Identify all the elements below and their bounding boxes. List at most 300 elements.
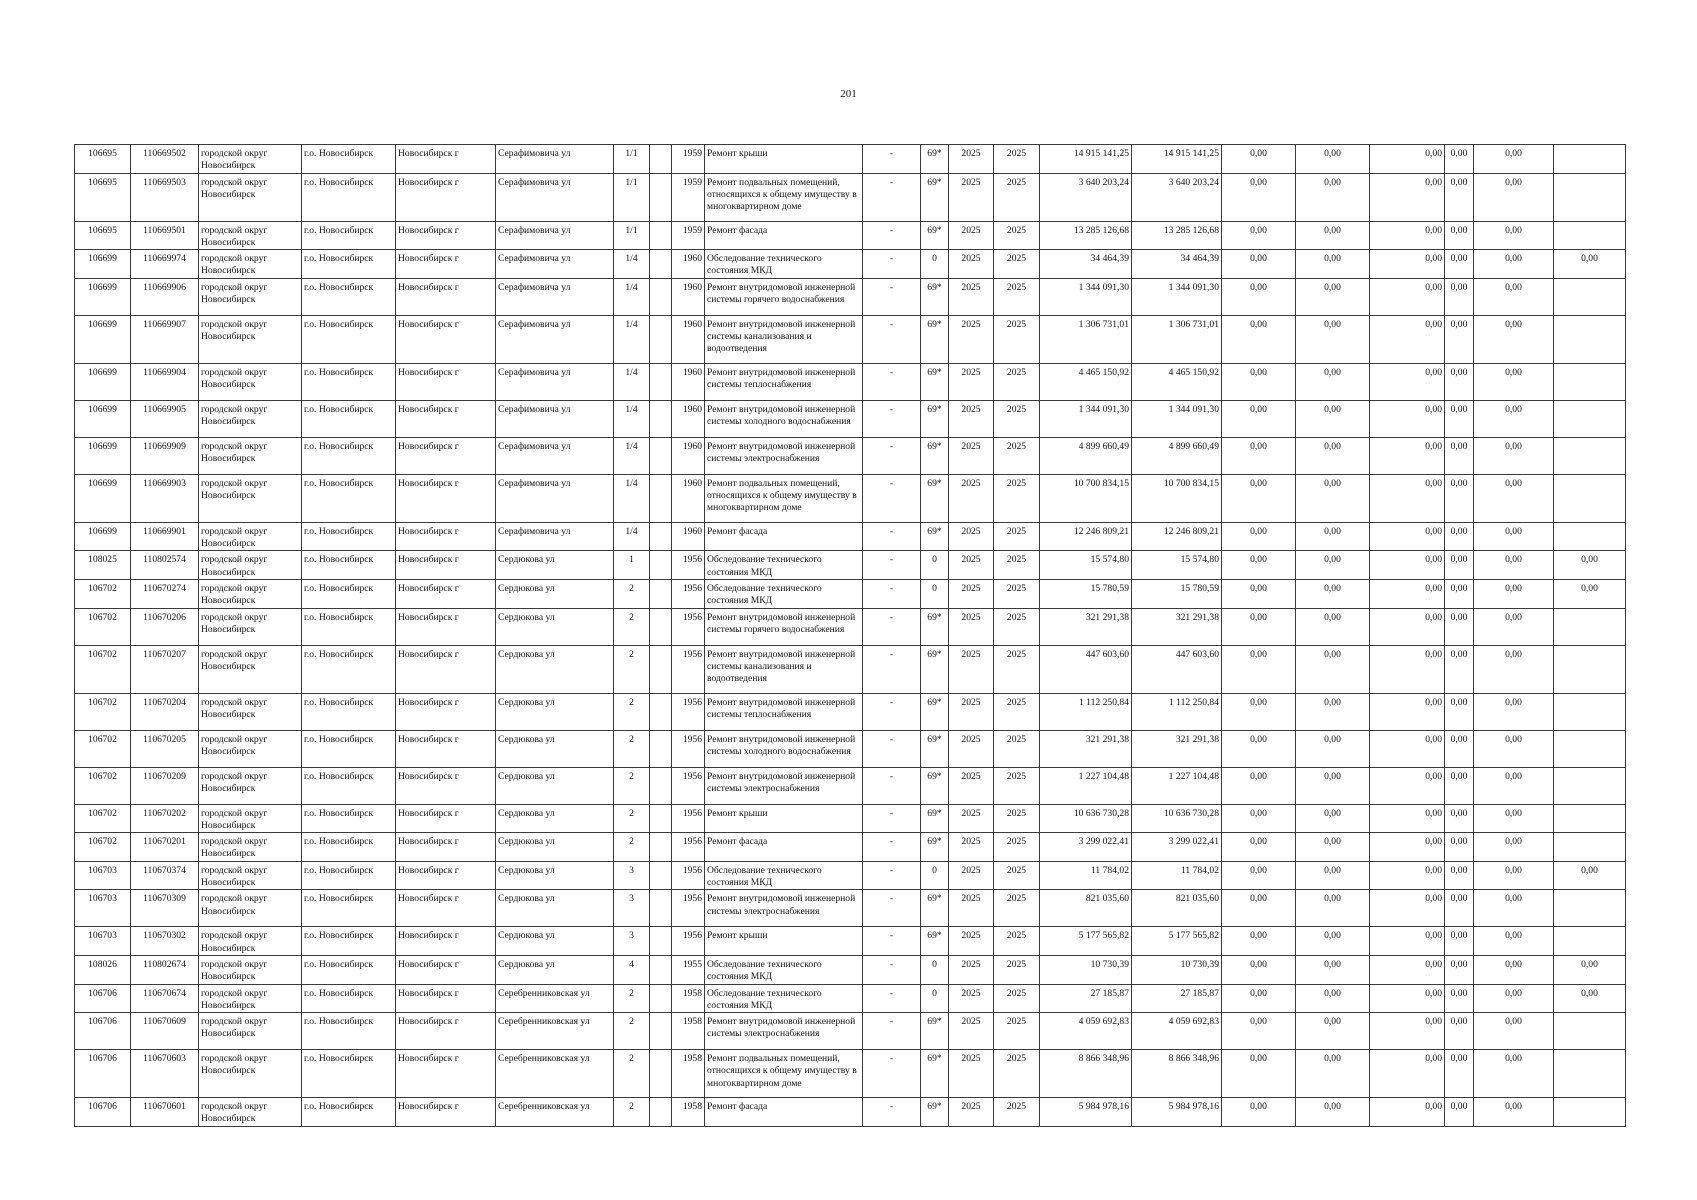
cell-municipality: городской округ Новосибирск xyxy=(199,955,302,984)
cell-cost-other: 0,00 xyxy=(1474,927,1554,956)
table-row xyxy=(75,861,1626,890)
cell-wear: 0 xyxy=(921,984,949,1013)
cell-house-id: 106695 xyxy=(75,145,131,174)
cell-locality: Новосибирск г xyxy=(396,437,496,474)
cell-building xyxy=(650,579,672,608)
cell-end-year: 2025 xyxy=(994,400,1040,437)
cell-work-type: Ремонт фасада xyxy=(705,221,863,250)
cell-total-cost: 1 344 091,30 xyxy=(1040,278,1132,315)
cell-plan-year: 2025 xyxy=(949,145,994,174)
cell-locality: Новосибирск г xyxy=(396,551,496,580)
cell-house-number: 2 xyxy=(614,608,650,645)
cell-building xyxy=(650,833,672,862)
cell-house-number: 1/1 xyxy=(614,221,650,250)
cell-locality: Новосибирск г xyxy=(396,767,496,804)
cell-cost-federal: 0,00 xyxy=(1222,522,1296,551)
cell-house-id: 106706 xyxy=(75,1050,131,1098)
cell-cost-federal: 0,00 xyxy=(1222,551,1296,580)
cell-cost-owners: 0,00 xyxy=(1445,693,1474,730)
cell-cost-local: 0,00 xyxy=(1370,400,1445,437)
cell-cell-dash: - xyxy=(863,1013,921,1050)
cell-cost-owners: 0,00 xyxy=(1445,437,1474,474)
cell-cost-owners: 0,00 xyxy=(1445,474,1474,522)
cell-cost-fund: 10 636 730,28 xyxy=(1132,804,1222,833)
cell-cost-extra xyxy=(1554,767,1626,804)
cell-end-year: 2025 xyxy=(994,221,1040,250)
cell-wear: 69* xyxy=(921,400,949,437)
cell-cost-extra xyxy=(1554,608,1626,645)
cell-work-id: 110670209 xyxy=(131,767,199,804)
cell-municipality: городской округ Новосибирск xyxy=(199,1050,302,1098)
cell-build-year: 1956 xyxy=(672,861,705,890)
cell-district: г.о. Новосибирск xyxy=(302,400,396,437)
table-row xyxy=(75,693,1626,730)
cell-work-type: Ремонт крыши xyxy=(705,145,863,174)
cell-locality: Новосибирск г xyxy=(396,984,496,1013)
cell-building xyxy=(650,437,672,474)
cell-cost-owners: 0,00 xyxy=(1445,551,1474,580)
cell-cost-extra xyxy=(1554,437,1626,474)
cell-cost-other: 0,00 xyxy=(1474,1013,1554,1050)
table-row xyxy=(75,767,1626,804)
cell-cost-local: 0,00 xyxy=(1370,1013,1445,1050)
cell-locality: Новосибирск г xyxy=(396,645,496,693)
cell-work-id: 110670206 xyxy=(131,608,199,645)
cell-work-id: 110670309 xyxy=(131,890,199,927)
page-number: 201 xyxy=(840,88,857,100)
cell-cost-other: 0,00 xyxy=(1474,579,1554,608)
cell-cost-other: 0,00 xyxy=(1474,278,1554,315)
cell-work-type: Ремонт фасада xyxy=(705,833,863,862)
cell-plan-year: 2025 xyxy=(949,363,994,400)
cell-cost-other: 0,00 xyxy=(1474,804,1554,833)
cell-cost-owners: 0,00 xyxy=(1445,608,1474,645)
cell-cost-owners: 0,00 xyxy=(1445,145,1474,174)
cell-cost-regional: 0,00 xyxy=(1296,173,1370,221)
cell-cost-regional: 0,00 xyxy=(1296,1050,1370,1098)
cell-cost-federal: 0,00 xyxy=(1222,221,1296,250)
table-row xyxy=(75,833,1626,862)
cell-district: г.о. Новосибирск xyxy=(302,833,396,862)
cell-end-year: 2025 xyxy=(994,315,1040,363)
cell-building xyxy=(650,730,672,767)
cell-cost-owners: 0,00 xyxy=(1445,730,1474,767)
cell-plan-year: 2025 xyxy=(949,693,994,730)
cell-cost-regional: 0,00 xyxy=(1296,221,1370,250)
cell-cost-local: 0,00 xyxy=(1370,474,1445,522)
cell-build-year: 1960 xyxy=(672,250,705,279)
cell-cell-dash: - xyxy=(863,1050,921,1098)
cell-house-number: 2 xyxy=(614,767,650,804)
cell-cost-federal: 0,00 xyxy=(1222,145,1296,174)
cell-wear: 69* xyxy=(921,730,949,767)
cell-cost-local: 0,00 xyxy=(1370,1050,1445,1098)
cell-wear: 0 xyxy=(921,551,949,580)
cell-house-id: 106699 xyxy=(75,278,131,315)
cell-cost-other: 0,00 xyxy=(1474,861,1554,890)
cell-building xyxy=(650,767,672,804)
cell-building xyxy=(650,645,672,693)
cell-cost-fund: 321 291,38 xyxy=(1132,608,1222,645)
cell-district: г.о. Новосибирск xyxy=(302,645,396,693)
cell-cost-fund: 4 899 660,49 xyxy=(1132,437,1222,474)
cell-cost-extra: 0,00 xyxy=(1554,955,1626,984)
cell-work-type: Обследование технического состояния МКД xyxy=(705,984,863,1013)
cell-build-year: 1956 xyxy=(672,927,705,956)
cell-building xyxy=(650,474,672,522)
cell-cost-fund: 5 984 978,16 xyxy=(1132,1098,1222,1127)
cell-cost-extra xyxy=(1554,221,1626,250)
cell-work-type: Ремонт подвальных помещений, относящихся к общему имуществу в многоквартирном доме xyxy=(705,173,863,221)
cell-district: г.о. Новосибирск xyxy=(302,250,396,279)
cell-plan-year: 2025 xyxy=(949,1098,994,1127)
cell-build-year: 1960 xyxy=(672,363,705,400)
cell-locality: Новосибирск г xyxy=(396,608,496,645)
cell-house-number: 2 xyxy=(614,1050,650,1098)
cell-cost-other: 0,00 xyxy=(1474,767,1554,804)
table-body xyxy=(75,145,1626,1127)
cell-total-cost: 13 285 126,68 xyxy=(1040,221,1132,250)
cell-plan-year: 2025 xyxy=(949,833,994,862)
cell-build-year: 1959 xyxy=(672,173,705,221)
cell-work-id: 110669909 xyxy=(131,437,199,474)
cell-cost-extra xyxy=(1554,400,1626,437)
cell-wear: 69* xyxy=(921,1050,949,1098)
cell-work-type: Ремонт внутридомовой инженерной системы канализования и водоотведения xyxy=(705,645,863,693)
cell-street: Сердюкова ул xyxy=(496,804,614,833)
cell-house-id: 106699 xyxy=(75,474,131,522)
cell-locality: Новосибирск г xyxy=(396,1013,496,1050)
cell-work-type: Ремонт подвальных помещений, относящихся к общему имуществу в многоквартирном доме xyxy=(705,1050,863,1098)
cell-cost-fund: 4 465 150,92 xyxy=(1132,363,1222,400)
cell-district: г.о. Новосибирск xyxy=(302,984,396,1013)
cell-house-id: 106703 xyxy=(75,890,131,927)
cell-cost-regional: 0,00 xyxy=(1296,955,1370,984)
cell-building xyxy=(650,400,672,437)
cell-plan-year: 2025 xyxy=(949,315,994,363)
table-row xyxy=(75,1013,1626,1050)
cell-municipality: городской округ Новосибирск xyxy=(199,927,302,956)
cell-building xyxy=(650,250,672,279)
cell-end-year: 2025 xyxy=(994,579,1040,608)
cell-cost-extra xyxy=(1554,522,1626,551)
cell-cost-local: 0,00 xyxy=(1370,730,1445,767)
cell-wear: 69* xyxy=(921,645,949,693)
cell-street: Серафимовича ул xyxy=(496,315,614,363)
cell-locality: Новосибирск г xyxy=(396,861,496,890)
cell-cost-extra xyxy=(1554,645,1626,693)
cell-cost-federal: 0,00 xyxy=(1222,927,1296,956)
cell-cost-other: 0,00 xyxy=(1474,890,1554,927)
cell-plan-year: 2025 xyxy=(949,927,994,956)
cell-cost-fund: 14 915 141,25 xyxy=(1132,145,1222,174)
cell-end-year: 2025 xyxy=(994,693,1040,730)
cell-cost-fund: 5 177 565,82 xyxy=(1132,927,1222,956)
cell-end-year: 2025 xyxy=(994,551,1040,580)
cell-wear: 0 xyxy=(921,579,949,608)
cell-municipality: городской округ Новосибирск xyxy=(199,145,302,174)
cell-plan-year: 2025 xyxy=(949,579,994,608)
cell-building xyxy=(650,890,672,927)
cell-street: Серафимовича ул xyxy=(496,221,614,250)
cell-house-id: 106695 xyxy=(75,173,131,221)
cell-cost-fund: 34 464,39 xyxy=(1132,250,1222,279)
cell-cost-extra: 0,00 xyxy=(1554,551,1626,580)
cell-end-year: 2025 xyxy=(994,250,1040,279)
cell-district: г.о. Новосибирск xyxy=(302,278,396,315)
cell-work-id: 110669906 xyxy=(131,278,199,315)
cell-municipality: городской округ Новосибирск xyxy=(199,767,302,804)
cell-house-id: 106699 xyxy=(75,315,131,363)
cell-street: Серебренниковская ул xyxy=(496,1098,614,1127)
cell-cost-fund: 4 059 692,83 xyxy=(1132,1013,1222,1050)
cell-street: Сердюкова ул xyxy=(496,608,614,645)
cell-build-year: 1960 xyxy=(672,522,705,551)
cell-district: г.о. Новосибирск xyxy=(302,927,396,956)
cell-locality: Новосибирск г xyxy=(396,730,496,767)
cell-work-type: Обследование технического состояния МКД xyxy=(705,250,863,279)
cell-cost-other: 0,00 xyxy=(1474,833,1554,862)
cell-end-year: 2025 xyxy=(994,767,1040,804)
cell-cost-regional: 0,00 xyxy=(1296,250,1370,279)
cell-district: г.о. Новосибирск xyxy=(302,173,396,221)
cell-cost-owners: 0,00 xyxy=(1445,579,1474,608)
cell-cost-federal: 0,00 xyxy=(1222,984,1296,1013)
cell-cost-regional: 0,00 xyxy=(1296,730,1370,767)
cell-work-id: 110670204 xyxy=(131,693,199,730)
cell-cost-regional: 0,00 xyxy=(1296,145,1370,174)
cell-building xyxy=(650,984,672,1013)
cell-cost-owners: 0,00 xyxy=(1445,645,1474,693)
cell-total-cost: 1 306 731,01 xyxy=(1040,315,1132,363)
cell-end-year: 2025 xyxy=(994,1098,1040,1127)
cell-house-id: 106702 xyxy=(75,730,131,767)
cell-cost-owners: 0,00 xyxy=(1445,221,1474,250)
cell-build-year: 1960 xyxy=(672,315,705,363)
cell-total-cost: 10 636 730,28 xyxy=(1040,804,1132,833)
cell-house-number: 1/4 xyxy=(614,363,650,400)
cell-cost-owners: 0,00 xyxy=(1445,278,1474,315)
cell-cost-regional: 0,00 xyxy=(1296,804,1370,833)
cell-municipality: городской округ Новосибирск xyxy=(199,522,302,551)
cell-plan-year: 2025 xyxy=(949,984,994,1013)
cell-house-number: 1/1 xyxy=(614,145,650,174)
cell-work-id: 110670603 xyxy=(131,1050,199,1098)
cell-house-number: 4 xyxy=(614,955,650,984)
cell-build-year: 1958 xyxy=(672,1098,705,1127)
cell-district: г.о. Новосибирск xyxy=(302,579,396,608)
cell-house-number: 1/4 xyxy=(614,522,650,551)
cell-cost-extra xyxy=(1554,173,1626,221)
cell-cell-dash: - xyxy=(863,522,921,551)
cell-cost-fund: 821 035,60 xyxy=(1132,890,1222,927)
cell-cost-owners: 0,00 xyxy=(1445,833,1474,862)
cell-street: Сердюкова ул xyxy=(496,927,614,956)
cell-work-type: Ремонт внутридомовой инженерной системы горячего водоснабжения xyxy=(705,278,863,315)
cell-locality: Новосибирск г xyxy=(396,363,496,400)
cell-total-cost: 4 465 150,92 xyxy=(1040,363,1132,400)
cell-house-number: 2 xyxy=(614,693,650,730)
cell-building xyxy=(650,551,672,580)
cell-cost-federal: 0,00 xyxy=(1222,315,1296,363)
capital-repair-table xyxy=(74,144,1626,1127)
cell-total-cost: 4 899 660,49 xyxy=(1040,437,1132,474)
cell-plan-year: 2025 xyxy=(949,221,994,250)
cell-wear: 69* xyxy=(921,1013,949,1050)
cell-cost-regional: 0,00 xyxy=(1296,890,1370,927)
cell-cost-owners: 0,00 xyxy=(1445,1098,1474,1127)
cell-build-year: 1960 xyxy=(672,278,705,315)
cell-cost-owners: 0,00 xyxy=(1445,250,1474,279)
cell-district: г.о. Новосибирск xyxy=(302,1098,396,1127)
cell-locality: Новосибирск г xyxy=(396,927,496,956)
cell-municipality: городской округ Новосибирск xyxy=(199,890,302,927)
cell-cost-other: 0,00 xyxy=(1474,474,1554,522)
cell-end-year: 2025 xyxy=(994,804,1040,833)
cell-plan-year: 2025 xyxy=(949,861,994,890)
cell-municipality: городской округ Новосибирск xyxy=(199,474,302,522)
cell-cost-extra: 0,00 xyxy=(1554,861,1626,890)
cell-municipality: городской округ Новосибирск xyxy=(199,645,302,693)
cell-cost-regional: 0,00 xyxy=(1296,363,1370,400)
cell-cost-fund: 1 112 250,84 xyxy=(1132,693,1222,730)
cell-cost-fund: 447 603,60 xyxy=(1132,645,1222,693)
cell-total-cost: 5 177 565,82 xyxy=(1040,927,1132,956)
cell-house-number: 1/4 xyxy=(614,474,650,522)
cell-total-cost: 3 299 022,41 xyxy=(1040,833,1132,862)
cell-wear: 69* xyxy=(921,608,949,645)
table-row xyxy=(75,1050,1626,1098)
cell-total-cost: 10 700 834,15 xyxy=(1040,474,1132,522)
cell-cost-extra xyxy=(1554,474,1626,522)
cell-street: Сердюкова ул xyxy=(496,833,614,862)
cell-total-cost: 3 640 203,24 xyxy=(1040,173,1132,221)
cell-house-number: 3 xyxy=(614,861,650,890)
cell-locality: Новосибирск г xyxy=(396,890,496,927)
cell-street: Серебренниковская ул xyxy=(496,1050,614,1098)
table-row xyxy=(75,645,1626,693)
cell-locality: Новосибирск г xyxy=(396,474,496,522)
cell-locality: Новосибирск г xyxy=(396,693,496,730)
cell-street: Серафимовича ул xyxy=(496,474,614,522)
table-row xyxy=(75,250,1626,279)
cell-wear: 69* xyxy=(921,1098,949,1127)
cell-end-year: 2025 xyxy=(994,984,1040,1013)
cell-work-type: Ремонт крыши xyxy=(705,927,863,956)
cell-municipality: городской округ Новосибирск xyxy=(199,804,302,833)
table-row xyxy=(75,400,1626,437)
cell-build-year: 1958 xyxy=(672,1050,705,1098)
cell-plan-year: 2025 xyxy=(949,278,994,315)
cell-cost-local: 0,00 xyxy=(1370,861,1445,890)
cell-cell-dash: - xyxy=(863,890,921,927)
cell-cost-regional: 0,00 xyxy=(1296,400,1370,437)
cell-cost-local: 0,00 xyxy=(1370,579,1445,608)
table-row xyxy=(75,984,1626,1013)
cell-build-year: 1956 xyxy=(672,693,705,730)
table-row xyxy=(75,890,1626,927)
cell-end-year: 2025 xyxy=(994,474,1040,522)
cell-work-type: Ремонт фасада xyxy=(705,1098,863,1127)
cell-cell-dash: - xyxy=(863,579,921,608)
cell-cost-federal: 0,00 xyxy=(1222,474,1296,522)
cell-house-id: 106703 xyxy=(75,861,131,890)
cell-street: Серебренниковская ул xyxy=(496,984,614,1013)
cell-district: г.о. Новосибирск xyxy=(302,608,396,645)
cell-locality: Новосибирск г xyxy=(396,1098,496,1127)
cell-street: Сердюкова ул xyxy=(496,579,614,608)
cell-work-id: 110670205 xyxy=(131,730,199,767)
cell-house-number: 2 xyxy=(614,833,650,862)
cell-work-id: 110669901 xyxy=(131,522,199,551)
cell-building xyxy=(650,693,672,730)
cell-plan-year: 2025 xyxy=(949,767,994,804)
table-row xyxy=(75,474,1626,522)
cell-plan-year: 2025 xyxy=(949,1050,994,1098)
cell-municipality: городской округ Новосибирск xyxy=(199,551,302,580)
table-row xyxy=(75,173,1626,221)
cell-end-year: 2025 xyxy=(994,363,1040,400)
cell-work-type: Ремонт внутридомовой инженерной системы электроснабжения xyxy=(705,890,863,927)
cell-total-cost: 1 227 104,48 xyxy=(1040,767,1132,804)
cell-cost-federal: 0,00 xyxy=(1222,1098,1296,1127)
cell-cost-local: 0,00 xyxy=(1370,278,1445,315)
cell-municipality: городской округ Новосибирск xyxy=(199,608,302,645)
cell-cell-dash: - xyxy=(863,833,921,862)
cell-work-id: 110669503 xyxy=(131,173,199,221)
cell-municipality: городской округ Новосибирск xyxy=(199,693,302,730)
cell-house-id: 106702 xyxy=(75,645,131,693)
cell-work-id: 110670374 xyxy=(131,861,199,890)
cell-locality: Новосибирск г xyxy=(396,315,496,363)
table-row xyxy=(75,551,1626,580)
cell-build-year: 1956 xyxy=(672,551,705,580)
cell-cost-federal: 0,00 xyxy=(1222,400,1296,437)
cell-build-year: 1956 xyxy=(672,890,705,927)
cell-locality: Новосибирск г xyxy=(396,579,496,608)
cell-house-number: 1/4 xyxy=(614,437,650,474)
cell-street: Серафимовича ул xyxy=(496,363,614,400)
table-row xyxy=(75,804,1626,833)
cell-cost-owners: 0,00 xyxy=(1445,363,1474,400)
cell-cost-regional: 0,00 xyxy=(1296,474,1370,522)
cell-work-id: 110669905 xyxy=(131,400,199,437)
cell-work-type: Ремонт фасада xyxy=(705,522,863,551)
cell-cost-extra xyxy=(1554,1098,1626,1127)
cell-total-cost: 15 780,59 xyxy=(1040,579,1132,608)
cell-cost-local: 0,00 xyxy=(1370,833,1445,862)
cell-building xyxy=(650,173,672,221)
cell-cost-owners: 0,00 xyxy=(1445,804,1474,833)
cell-cell-dash: - xyxy=(863,474,921,522)
cell-cost-other: 0,00 xyxy=(1474,693,1554,730)
cell-district: г.о. Новосибирск xyxy=(302,1013,396,1050)
cell-district: г.о. Новосибирск xyxy=(302,363,396,400)
table-row xyxy=(75,1098,1626,1127)
cell-cost-other: 0,00 xyxy=(1474,437,1554,474)
cell-total-cost: 27 185,87 xyxy=(1040,984,1132,1013)
cell-cost-extra xyxy=(1554,1050,1626,1098)
cell-house-number: 3 xyxy=(614,890,650,927)
table-row xyxy=(75,579,1626,608)
cell-plan-year: 2025 xyxy=(949,645,994,693)
cell-cost-local: 0,00 xyxy=(1370,221,1445,250)
cell-cost-other: 0,00 xyxy=(1474,955,1554,984)
cell-total-cost: 1 344 091,30 xyxy=(1040,400,1132,437)
cell-cost-local: 0,00 xyxy=(1370,693,1445,730)
cell-cost-local: 0,00 xyxy=(1370,173,1445,221)
cell-wear: 69* xyxy=(921,437,949,474)
